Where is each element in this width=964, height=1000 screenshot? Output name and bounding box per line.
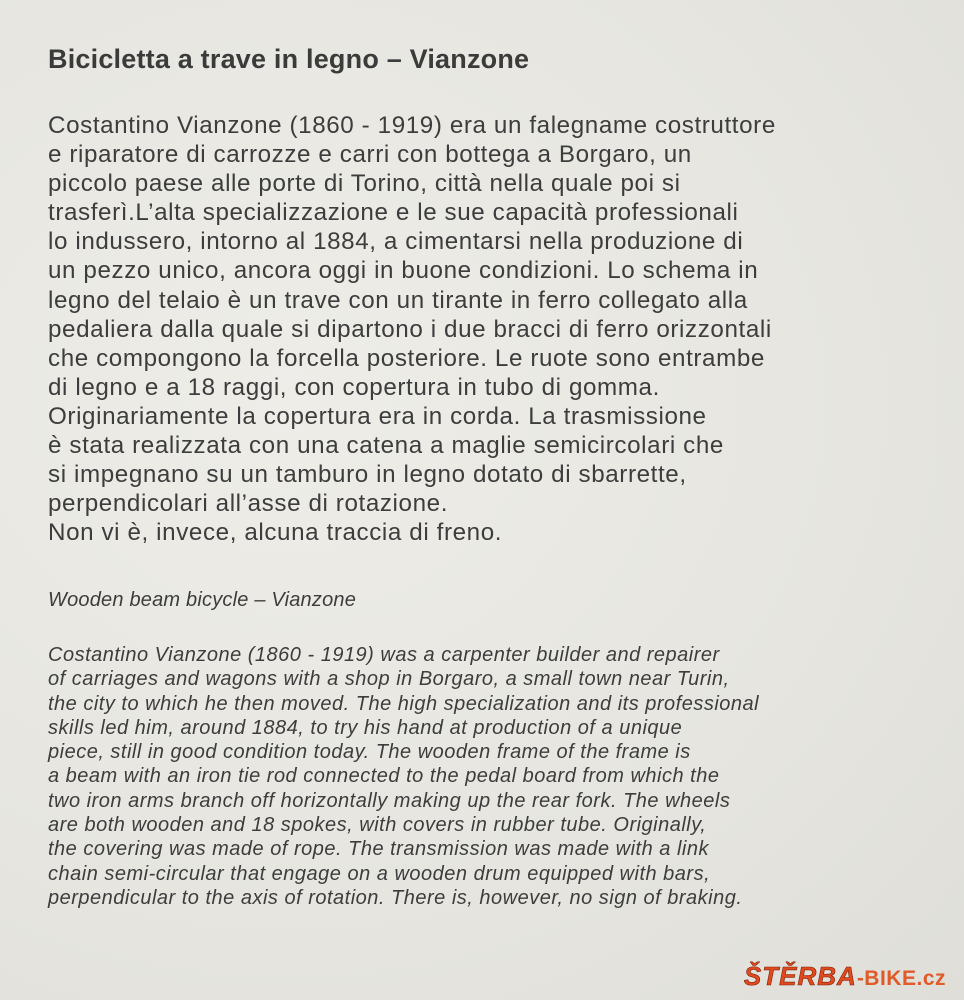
italian-text-line: lo indussero, intorno al 1884, a cimentarsi nella produzione di	[48, 228, 744, 256]
italian-text-line: di legno e a 18 raggi, con copertura in tubo di gomma.	[48, 373, 660, 401]
english-description	[48, 643, 928, 910]
english-text-line: Costantino Vianzone (1860 - 1919) was a carpenter builder and repairer	[48, 644, 720, 666]
italian-text-line: un pezzo unico, ancora oggi in buone condizioni. Lo schema in	[48, 257, 759, 285]
english-text-line: piece, still in good condition today. The wooden frame of the frame is	[48, 741, 691, 764]
english-text-line: a beam with an iron tie rod connected to the pedal board from which the	[48, 765, 720, 788]
italian-text-line: si impegnano su un tamburo in legno dotato di sbarrette,	[48, 461, 687, 489]
english-title: Wooden beam bicycle – Vianzone	[48, 589, 357, 611]
italian-text-line: Originariamente la copertura era in corda. La trasmissione	[48, 402, 707, 430]
sterba-bike-watermark-logo	[744, 961, 946, 992]
italian-text-line: che compongono la forcella posteriore. Le ruote sono entrambe	[48, 344, 765, 372]
watermark-main: ŠTĚRBA	[743, 961, 857, 991]
english-text-line: perpendicular to the axis of rotation. There is, however, no sign of braking.	[48, 886, 743, 909]
italian-description	[48, 111, 928, 547]
watermark-domain: -BIKE.cz	[856, 967, 946, 990]
italian-text-line: legno del telaio è un trave con un tirante in ferro collegato alla	[48, 286, 748, 314]
italian-text-line: e riparatore di carrozze e carri con bottega a Borgaro, un	[48, 141, 692, 169]
english-text-line: skills led him, around 1884, to try his hand at production of a unique	[48, 716, 683, 739]
italian-text-line: Non vi è, invece, alcuna traccia di freno.	[48, 519, 503, 547]
italian-text-line: Costantino Vianzone (1860 - 1919) era un falegname costruttore	[48, 112, 776, 139]
english-text-line: are both wooden and 18 spokes, with covers in rubber tube. Originally,	[48, 814, 707, 837]
english-text-line: the covering was made of rope. The transmission was made with a link	[48, 838, 709, 861]
italian-text-line: pedaliera dalla quale si dipartono i due bracci di ferro orizzontali	[48, 315, 772, 343]
italian-text-line: piccolo paese alle porte di Torino, città nella quale poi si	[48, 170, 681, 198]
italian-text-line: perpendicolari all’asse di rotazione.	[48, 490, 449, 518]
italian-text-line: trasferì.L’alta specializzazione e le sue capacità professionali	[48, 199, 739, 227]
english-text-line: chain semi-circular that engage on a wooden drum equipped with bars,	[48, 862, 711, 885]
english-text-line: two iron arms branch off horizontally making up the rear fork. The wheels	[48, 789, 731, 812]
italian-title: Bicicletta a trave in legno – Vianzone	[48, 44, 530, 74]
italian-text-line: è stata realizzata con una catena a maglie semicircolari che	[48, 432, 724, 460]
english-text-line: of carriages and wagons with a shop in Borgaro, a small town near Turin,	[48, 668, 730, 691]
english-text-line: the city to which he then moved. The high specialization and its professional	[48, 692, 760, 715]
